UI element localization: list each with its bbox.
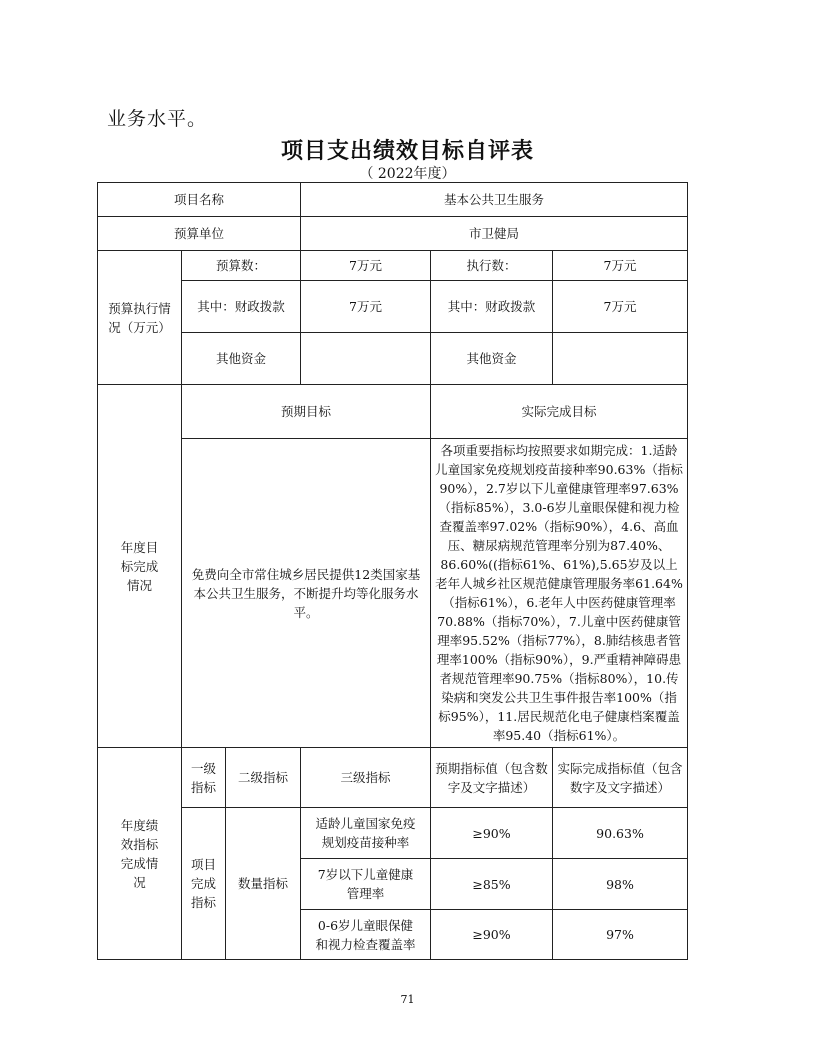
expected-goal-text: 免费向全市常住城乡居民提供12类国家基本公共卫生服务，不断提升均等化服务水平。 <box>182 439 431 748</box>
exec-count-value: 7万元 <box>553 251 688 281</box>
exec-count-label: 执行数： <box>431 251 553 281</box>
expected-goal-header: 预期目标 <box>182 385 431 439</box>
self-evaluation-table <box>97 182 688 960</box>
fiscal-label-2: 其中：财政拨款 <box>431 281 553 333</box>
indicator-name: 7岁以下儿童健康管理率 <box>301 859 431 910</box>
fiscal-value-2: 7万元 <box>553 281 688 333</box>
project-name-label: 项目名称 <box>98 183 301 217</box>
indicator-name: 适龄儿童国家免疫规划疫苗接种率 <box>301 808 431 859</box>
budget-count-label: 预算数： <box>182 251 301 281</box>
other-funds-label-1: 其他资金 <box>182 333 301 385</box>
indicator-actual: 90.63% <box>553 808 688 859</box>
other-funds-value-2 <box>553 333 688 385</box>
lead-text: 业务水平。 <box>107 108 208 130</box>
budget-section-label: 预算执行情况（万元） <box>98 251 182 385</box>
budget-unit-value: 市卫健局 <box>301 217 688 251</box>
other-funds-label-2: 其他资金 <box>431 333 553 385</box>
indicator-expected: ≥85% <box>431 859 553 910</box>
level2-header: 二级指标 <box>226 748 301 808</box>
actual-value-header: 实际完成指标值（包含数字及文字描述） <box>553 748 688 808</box>
page-title: 项目支出绩效目标自评表 <box>280 139 534 164</box>
annual-goal-label: 年度目标完成情况 <box>98 385 182 748</box>
fiscal-label-1: 其中：财政拨款 <box>182 281 301 333</box>
level1-header: 一级指标 <box>182 748 226 808</box>
level1-value: 项目完成指标 <box>182 808 226 960</box>
page-number: 71 <box>400 993 415 1006</box>
year-subtitle: （ 2022年度） <box>359 166 456 182</box>
project-name-value: 基本公共卫生服务 <box>301 183 688 217</box>
fiscal-value-1: 7万元 <box>301 281 431 333</box>
level2-value: 数量指标 <box>226 808 301 960</box>
budget-count-value: 7万元 <box>301 251 431 281</box>
indicator-expected: ≥90% <box>431 910 553 960</box>
expected-value-header: 预期指标值（包含数字及文字描述） <box>431 748 553 808</box>
indicator-name: 0-6岁儿童眼保健和视力检查覆盖率 <box>301 910 431 960</box>
indicator-actual: 97% <box>553 910 688 960</box>
other-funds-value-1 <box>301 333 431 385</box>
level3-header: 三级指标 <box>301 748 431 808</box>
actual-goal-text: 各项重要指标均按照要求如期完成：1.适龄儿童国家免疫规划疫苗接种率90.63%（指标90%），2.7岁以下儿童健康管理率97.63%（指标85%），3.0-6岁儿童眼保健和视力检查覆盖率97.02%（指标90%），4.6、高血压、糖尿病规范管理率分别为87.40%、86.60%((指标61%、61%),5.65岁及以上老年人城乡社区规范健康管理服务率61.64%（指标61%），6.老年人中医药健康管理率70.88%（指标70%），7.儿童中医药健康管理率95.52%（指标77%），8.肺结核患者管理率100%（指标90%），9.严重精神障碍患者规范管理率90.75%（指标80%），10.传染病和突发公共卫生事件报告率100%（指标95%），11.居民规范化电子健康档案覆盖率95.40（指标61%）。 <box>431 439 688 748</box>
indicator-actual: 98% <box>553 859 688 910</box>
actual-goal-header: 实际完成目标 <box>431 385 688 439</box>
indicator-expected: ≥90% <box>431 808 553 859</box>
budget-unit-label: 预算单位 <box>98 217 301 251</box>
perf-label: 年度绩效指标完成情况 <box>98 748 182 960</box>
